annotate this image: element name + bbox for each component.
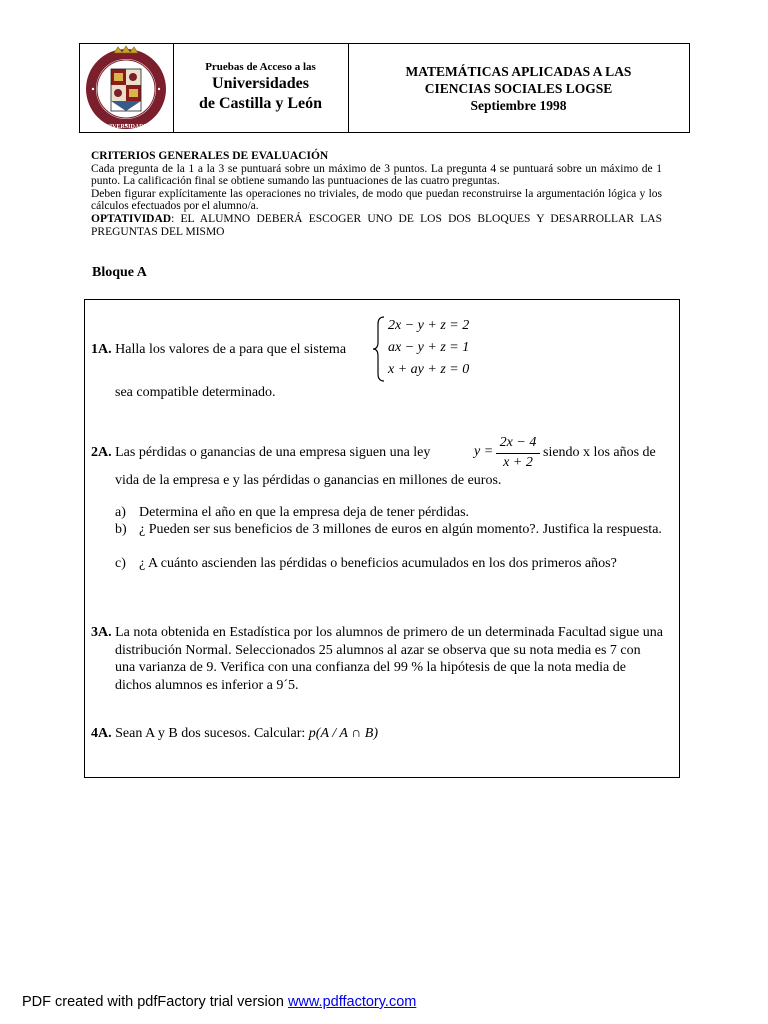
question-1-label: 1A. bbox=[91, 342, 112, 357]
question-2-label: 2A. bbox=[91, 445, 112, 460]
criteria-paragraph-1: Cada pregunta de la 1 a la 3 se puntuará sobre un máximo de 3 puntos. La pregunta 4 se puntuará sobre un máximo de 1 punto. La calificación final se obtiene sumando las puntuaciones de las cuatro preguntas. bbox=[91, 162, 662, 188]
question-4-text: Sean A y B dos sucesos. Calcular: bbox=[111, 726, 306, 741]
item-c-text: ¿ A cuánto ascienden las pérdidas o beneficios acumulados en los dos primeros años? bbox=[139, 556, 617, 571]
pruebas-label: Pruebas de Acceso a las bbox=[205, 61, 316, 73]
question-1 bbox=[91, 341, 346, 358]
optatividad-text: : EL ALUMNO DEBERÁ ESCOGER UNO DE LOS DOS BLOQUES Y DESARROLLAR LAS PREGUNTAS DEL MISMO bbox=[91, 212, 662, 238]
castilla-label: de Castilla y León bbox=[198, 95, 323, 112]
item-b-label: b) bbox=[115, 522, 127, 537]
fraction-denominator: x + 2 bbox=[503, 455, 533, 470]
block-title: Bloque A bbox=[92, 265, 147, 280]
question-3 bbox=[91, 624, 663, 694]
item-a-text: Determina el año en que la empresa deja de tener pérdidas. bbox=[139, 505, 470, 520]
universidades-label: Universidades bbox=[212, 75, 309, 92]
item-b-text: ¿ Pueden ser sus beneficios de 3 millones de euros en algún momento?. Justifica la respuesta. bbox=[139, 522, 662, 537]
criteria-title: CRITERIOS GENERALES DE EVALUACIÓN bbox=[91, 150, 329, 162]
fraction-bar bbox=[496, 453, 540, 454]
equation-1: 2x − y + z = 2 bbox=[388, 318, 470, 333]
question-3-body bbox=[91, 624, 663, 694]
criteria-paragraph-2: Deben figurar explícitamente las operaciones no triviales, de modo que puedan reconstruirse la argumentación lógica y los cálculos efectuados por el alumno/a. bbox=[91, 187, 662, 213]
question-2 bbox=[91, 444, 430, 461]
exam-header bbox=[79, 43, 690, 133]
left-brace-icon bbox=[372, 316, 386, 382]
question-1-text: Halla los valores de a para que el sistema bbox=[111, 342, 347, 357]
exam-date: Septiembre 1998 bbox=[470, 98, 567, 113]
svg-text:UNIVERSIDADES: UNIVERSIDADES bbox=[101, 124, 151, 130]
optatividad-paragraph bbox=[91, 213, 662, 238]
equation-2: ax − y + z = 1 bbox=[388, 340, 470, 355]
question-3-text: La nota obtenida en Estadística por los alumnos de primero de un determinada Facultad sigue una distribución Normal. Seleccionados 25 alumnos al azar se observa que su nota media es 7 con una varianza de 9. Verifica con una confianza del 99 % la hipótesis de que la nota media de dichos alumnos es inferior a 9´5. bbox=[111, 625, 663, 693]
optatividad-label: OPTATIVIDAD bbox=[91, 212, 172, 225]
footer-text: PDF created with pdfFactory trial version bbox=[22, 994, 288, 1010]
footer-link[interactable]: www.pdffactory.com bbox=[287, 994, 417, 1010]
subject-cell bbox=[348, 44, 689, 132]
question-4 bbox=[91, 725, 378, 742]
subject-line-2: CIENCIAS SOCIALES LOGSE bbox=[424, 81, 613, 96]
item-c-label: c) bbox=[115, 556, 126, 571]
university-seal-logo bbox=[81, 45, 171, 133]
question-2-text-2: siendo x los años de bbox=[543, 445, 656, 460]
question-1-tail: sea compatible determinado. bbox=[115, 385, 276, 400]
fraction-numerator: 2x − 4 bbox=[499, 435, 537, 450]
subject-line-1: MATEMÁTICAS APLICADAS A LAS bbox=[405, 64, 632, 79]
equation-3: x + ay + z = 0 bbox=[388, 362, 470, 377]
evaluation-criteria bbox=[91, 150, 662, 238]
university-cell bbox=[173, 44, 349, 132]
equation-system bbox=[372, 316, 482, 382]
pdf-footer bbox=[22, 994, 416, 1010]
logo-cell bbox=[80, 44, 174, 132]
function-lhs: y = bbox=[474, 444, 494, 459]
question-3-label: 3A. bbox=[91, 625, 112, 640]
item-a-label: a) bbox=[115, 505, 126, 520]
question-4-expression: p(A / A ∩ B) bbox=[308, 726, 379, 741]
question-4-label: 4A. bbox=[91, 726, 112, 741]
question-2-text: Las pérdidas o ganancias de una empresa siguen una ley bbox=[111, 445, 431, 460]
question-2-line-2: vida de la empresa e y las pérdidas o ganancias en millones de euros. bbox=[115, 473, 502, 488]
